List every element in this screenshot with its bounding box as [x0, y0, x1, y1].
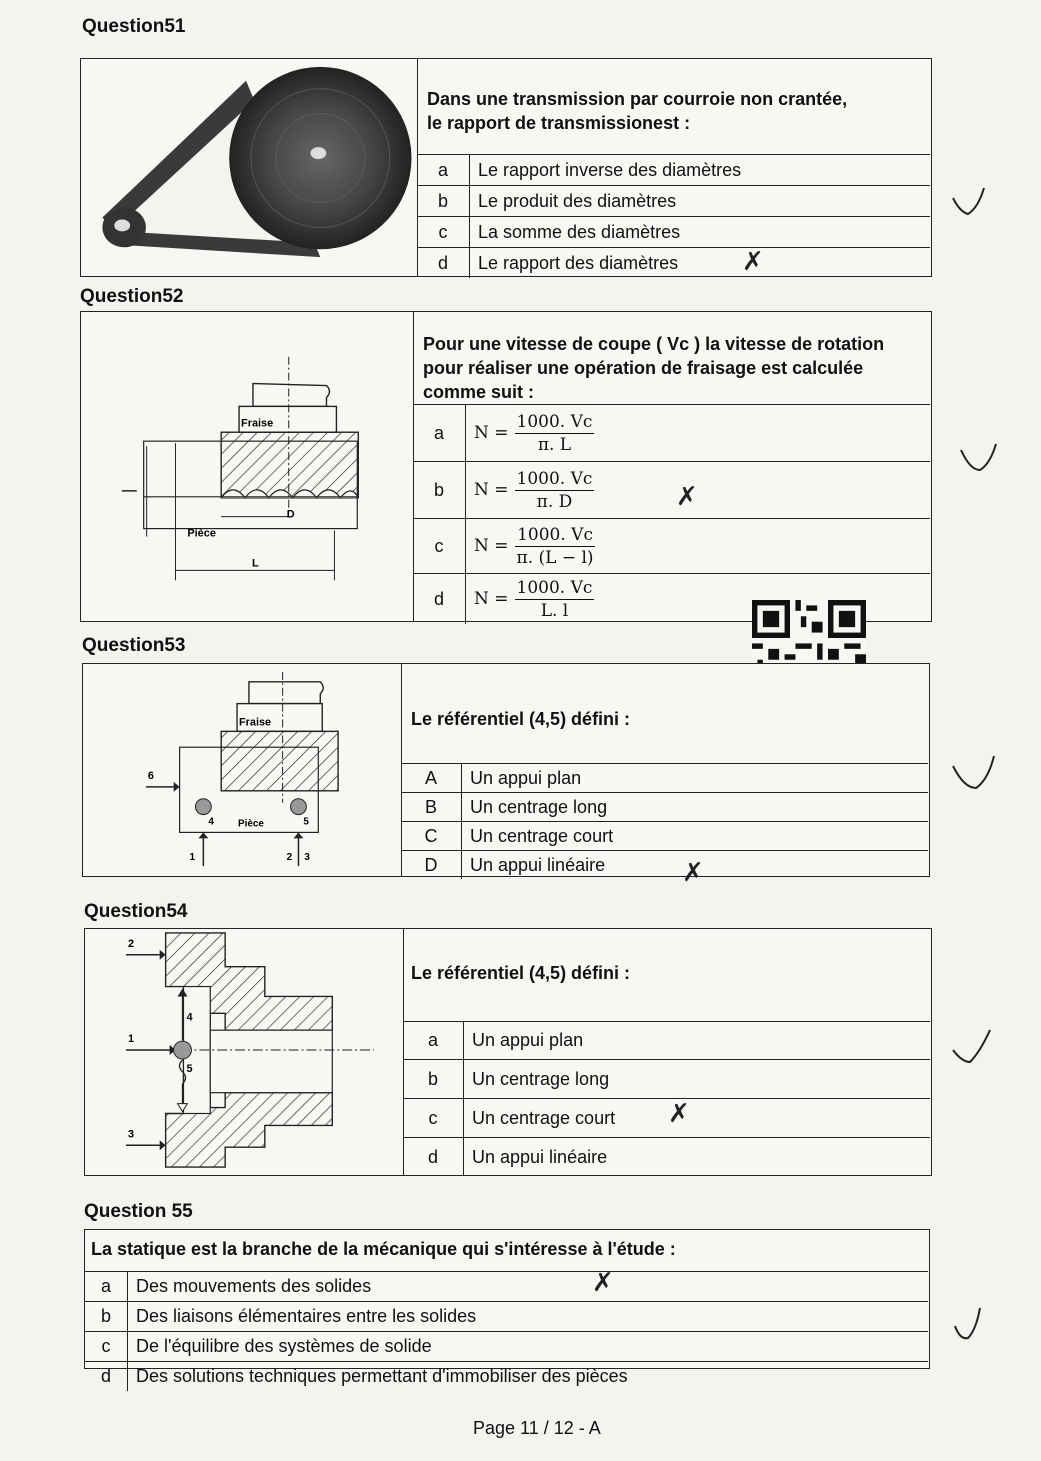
option-text: Un appui linéaire	[464, 1138, 931, 1177]
option-a[interactable]	[417, 155, 930, 186]
label-4: 4	[186, 1011, 193, 1024]
question-52-text: Pour une vitesse de coupe ( Vc ) la vitesse de rotation pour réaliser une opération de fraisage est calculée comme suit :	[423, 334, 885, 402]
option-letter: b	[85, 1302, 128, 1332]
label-4: 4	[208, 816, 214, 828]
question-54-box	[84, 928, 932, 1176]
option-text: Le produit des diamètres	[470, 186, 931, 217]
option-c[interactable]	[403, 1099, 930, 1138]
option-text: Des mouvements des solides	[128, 1272, 929, 1302]
question-55-options	[85, 1271, 928, 1391]
option-d[interactable]	[403, 1138, 930, 1177]
option-letter: c	[417, 217, 470, 248]
question-53-text: Le référentiel (4,5) défini :	[411, 709, 631, 729]
cross-mark-q52: ✗	[676, 482, 698, 512]
option-text: Des liaisons élémentaires entre les solides	[128, 1302, 929, 1332]
option-a[interactable]	[85, 1272, 928, 1302]
option-letter: b	[403, 1060, 464, 1099]
question-55-box	[84, 1229, 930, 1386]
option-a[interactable]	[403, 1022, 930, 1060]
formula-b: N = $\frac{1000. Vc}{\pi. D}$	[474, 468, 593, 512]
milling-illustration	[81, 312, 413, 621]
option-text: Un centrage court	[464, 1099, 931, 1138]
fraise-label: Fraise	[239, 716, 272, 729]
option-b[interactable]	[403, 1060, 930, 1099]
question-51-title: Question51	[82, 16, 186, 37]
option-d[interactable]	[85, 1362, 928, 1392]
option-letter: d	[403, 1138, 464, 1177]
question-51-options	[417, 154, 930, 278]
label-2: 2	[286, 852, 293, 864]
label-6: 6	[147, 769, 154, 782]
option-letter: D	[401, 851, 462, 880]
option-text: Un centrage long	[464, 1060, 931, 1099]
question-52-box	[80, 311, 932, 622]
option-text: Le rapport des diamètres	[470, 248, 931, 279]
option-c[interactable]	[85, 1332, 928, 1362]
option-letter: b	[413, 462, 466, 519]
option-letter: a	[413, 405, 466, 462]
option-text: La somme des diamètres	[470, 217, 931, 248]
check-mark-q53	[950, 752, 1000, 792]
option-c[interactable]	[413, 519, 930, 574]
option-D[interactable]	[401, 851, 928, 880]
option-text: Des solutions techniques permettant d'immobiliser des pièces	[128, 1362, 929, 1392]
question-54-title: Question54	[84, 901, 188, 922]
option-text: De l'équilibre des systèmes de solide	[128, 1332, 929, 1362]
option-letter: c	[403, 1099, 464, 1138]
question-55-text: La statique est la branche de la mécanique qui s'intéresse à l'étude :	[91, 1239, 676, 1259]
fixture-figure-q53	[83, 664, 402, 876]
label-5: 5	[303, 816, 309, 828]
page-footer: Page 11 / 12 - A	[473, 1418, 601, 1438]
option-text: Un centrage long	[462, 793, 929, 822]
label-3: 3	[127, 1128, 135, 1141]
milling-figure	[81, 312, 414, 621]
cross-mark-q53: ✗	[682, 858, 704, 888]
formula-a: N = $\frac{1000. Vc}{\pi. L}$	[474, 411, 593, 455]
option-C[interactable]	[401, 822, 928, 851]
cross-mark-q54: ✗	[668, 1099, 690, 1129]
option-letter: a	[403, 1022, 464, 1060]
option-letter: c	[413, 519, 466, 574]
fixture-figure-q54	[85, 929, 404, 1175]
check-mark-q52	[958, 440, 1002, 474]
question-53-title: Question53	[82, 635, 186, 656]
question-54-options	[403, 1021, 930, 1176]
d-label: D	[286, 508, 295, 521]
question-51-box	[80, 58, 932, 277]
belt-drive-figure	[81, 59, 418, 276]
label-1: 1	[127, 1033, 135, 1046]
option-A[interactable]	[401, 764, 928, 793]
piece-label: Pièce	[187, 527, 216, 540]
check-mark-q51	[950, 186, 990, 220]
fraise-label: Fraise	[241, 417, 274, 430]
question-53-box	[82, 663, 930, 877]
option-letter: a	[85, 1272, 128, 1302]
option-letter: d	[85, 1362, 128, 1392]
option-text: Un appui linéaire	[462, 851, 929, 880]
option-a[interactable]	[413, 405, 930, 462]
option-letter: A	[401, 764, 462, 793]
option-text: Un appui plan	[462, 764, 929, 793]
option-text: Un appui plan	[464, 1022, 931, 1060]
option-B[interactable]	[401, 793, 928, 822]
question-51-text: Dans une transmission par courroie non crantée, le rapport de transmissionest :	[427, 89, 848, 133]
label-2: 2	[127, 937, 135, 950]
label-5: 5	[186, 1062, 193, 1075]
option-letter: a	[417, 155, 470, 186]
option-text: Un centrage court	[462, 822, 929, 851]
l-label: L	[251, 557, 259, 570]
option-c[interactable]	[417, 217, 930, 248]
question-53-options	[401, 763, 928, 879]
fixture-illustration-q53	[83, 664, 401, 876]
question-54-text: Le référentiel (4,5) défini :	[411, 963, 631, 983]
fixture-illustration-q54	[85, 929, 403, 1175]
label-3: 3	[304, 852, 310, 864]
question-52-title: Question52	[80, 286, 184, 307]
option-letter: c	[85, 1332, 128, 1362]
option-letter: b	[417, 186, 470, 217]
belt-pulley-illustration	[81, 59, 417, 276]
cross-mark-q55: ✗	[592, 1268, 614, 1298]
question-55-title: Question 55	[84, 1201, 193, 1222]
option-letter: B	[401, 793, 462, 822]
question-52-options	[413, 404, 930, 624]
option-letter: d	[413, 574, 466, 625]
cross-mark-q51: ✗	[742, 247, 764, 277]
option-text: Le rapport inverse des diamètres	[470, 155, 931, 186]
option-d[interactable]	[417, 248, 930, 279]
check-mark-q55	[952, 1304, 986, 1344]
option-b[interactable]	[85, 1302, 928, 1332]
label-1: 1	[189, 852, 196, 864]
option-b[interactable]	[413, 462, 930, 519]
check-mark-q54	[950, 1026, 996, 1068]
formula-d: N = $\frac{1000. Vc}{L. l}$	[474, 577, 593, 621]
formula-c: N = $\frac{1000. Vc}{\pi. (L - l)}$	[474, 524, 594, 568]
option-b[interactable]	[417, 186, 930, 217]
option-letter: C	[401, 822, 462, 851]
option-letter: d	[417, 248, 470, 279]
svg-text:Pièce: Pièce	[238, 818, 264, 830]
